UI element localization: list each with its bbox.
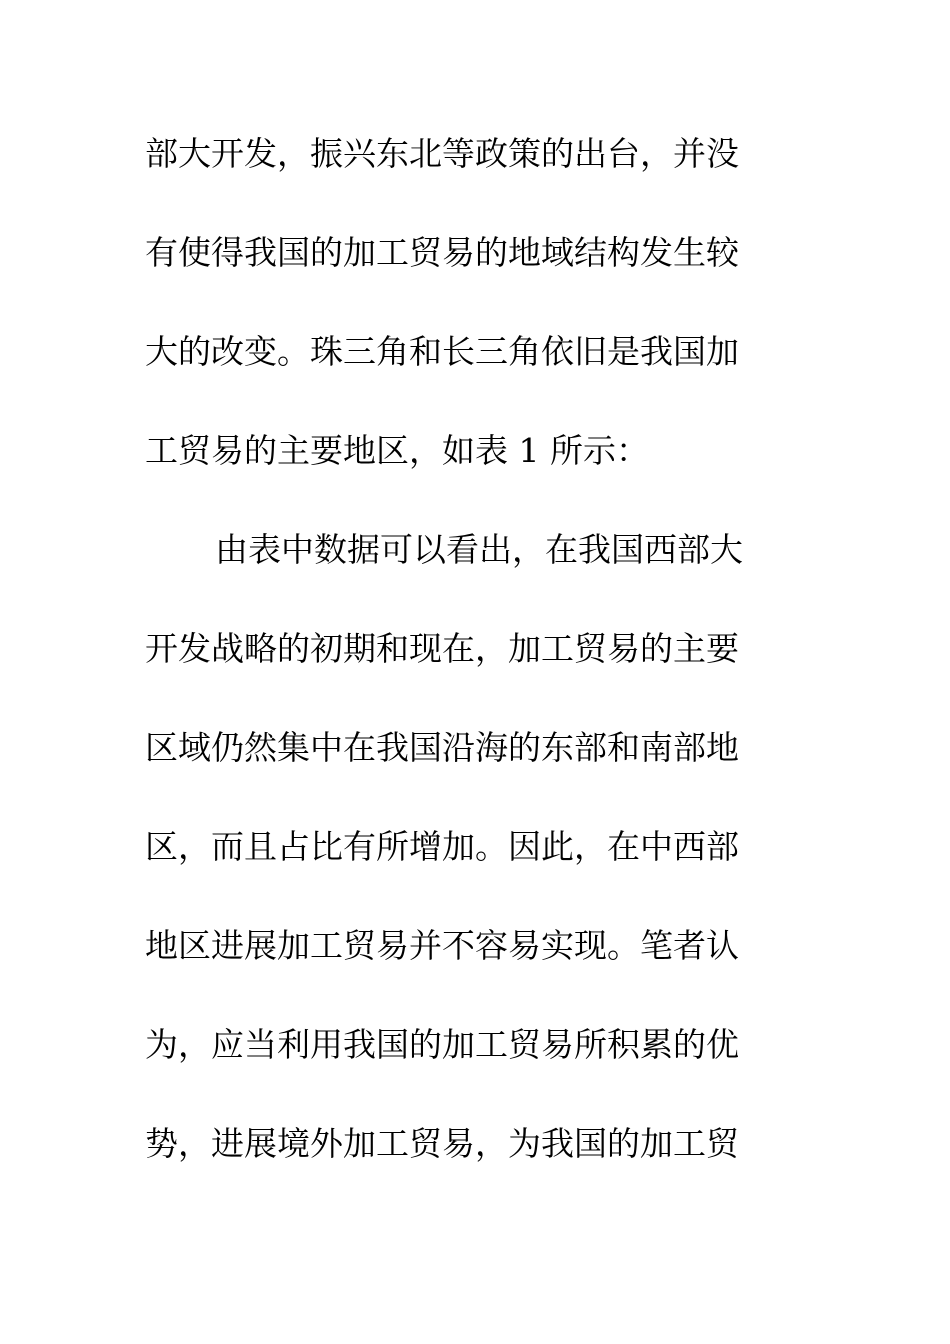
text-line-8: 区，而且占比有所增加。因此，在中西部	[145, 827, 739, 866]
text-line-2: 有使得我国的加工贸易的地域结构发生较	[145, 233, 739, 272]
text-line-5-paragraph-start: 由表中数据可以看出，在我国西部大	[215, 530, 743, 569]
text-line-4: 工贸易的主要地区，如表 1 所示：	[145, 431, 649, 470]
text-line-6: 开发战略的初期和现在，加工贸易的主要	[145, 629, 739, 668]
body-text	[145, 124, 785, 1213]
text-line-11: 势，进展境外加工贸易，为我国的加工贸	[145, 1124, 739, 1163]
text-line-3: 大的改变。珠三角和长三角依旧是我国加	[145, 332, 739, 371]
text-line-9: 地区进展加工贸易并不容易实现。笔者认	[145, 926, 739, 965]
text-line-7: 区域仍然集中在我国沿海的东部和南部地	[145, 728, 739, 767]
text-line-1: 部大开发，振兴东北等政策的出台，并没	[145, 134, 739, 173]
text-line-10: 为，应当利用我国的加工贸易所积累的优	[145, 1025, 739, 1064]
